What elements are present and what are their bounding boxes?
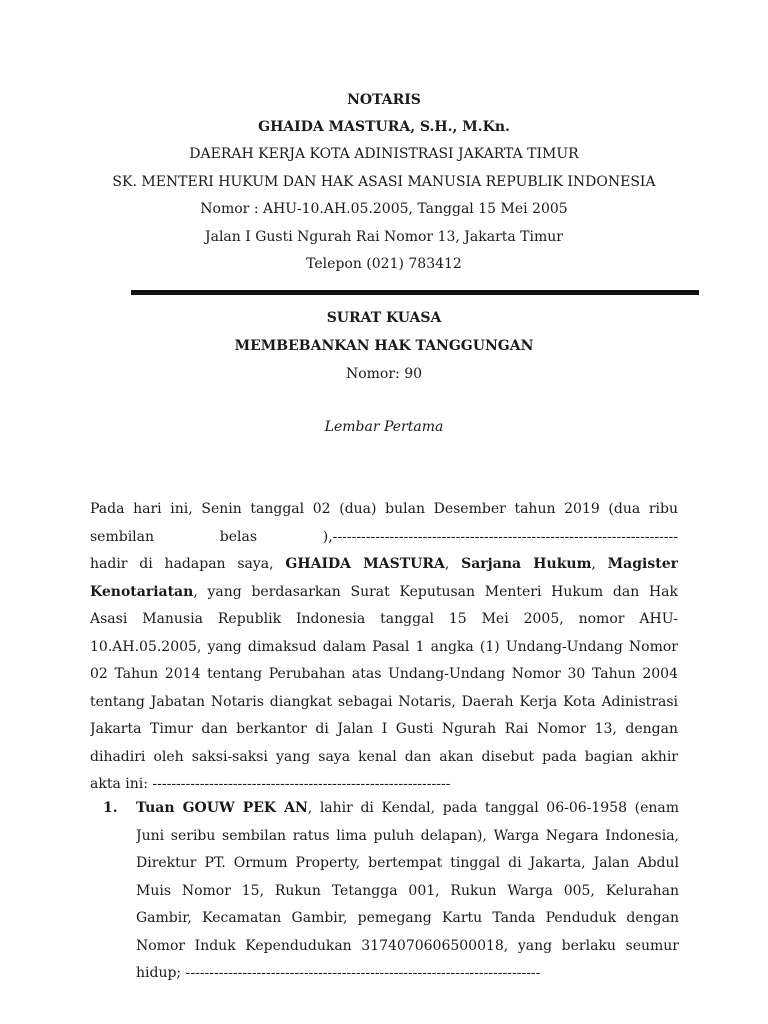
deed-title: SURAT KUASA — [326, 310, 442, 326]
party-line: Direktur PT. Ormum Property, bertempat tinggal di Jakarta, Jalan Abdul — [136, 855, 679, 871]
opening-line — [90, 551, 678, 579]
party-line: Muis Nomor 15, Rukun Tetangga 001, Rukun Warga 005, Kelurahan — [136, 882, 679, 899]
opening-line: 02 Tahun 2014 tentang Perubahan atas Undang-Undang Nomor 30 Tahun 2004 — [90, 666, 678, 682]
opening-line: Pada hari ini, Senin tanggal 02 (dua) bulan Desember tahun 2019 (dua ribu — [90, 501, 678, 517]
opening-text: , — [444, 556, 462, 572]
party-line: Gambir, Kecamatan Gambir, pemegang Kartu Tanda Penduduk dengan — [136, 910, 679, 926]
party-text — [136, 795, 679, 988]
notary-name-inline: GHAIDA MASTURA — [285, 556, 445, 572]
opening-line: akta ini: --------------------------------------------------------------- — [90, 776, 451, 792]
party-line — [136, 795, 679, 823]
opening-line: Jakarta Timur dan berkantor di Jalan I Gusti Ngurah Rai Nomor 13, dengan — [90, 721, 678, 737]
deed-number: Nomor: 90 — [345, 366, 423, 382]
notary-sk-number: Nomor : AHU-10.AH.05.2005, Tanggal 15 Mei 2005 — [200, 201, 568, 217]
degree-inline: Sarjana Hukum — [461, 556, 592, 572]
degree-inline: Kenotariatan — [90, 583, 194, 600]
deed-subtitle: MEMBEBANKAN HAK TANGGUNGAN — [234, 338, 534, 354]
notary-address: Jalan I Gusti Ngurah Rai Nomor 13, Jakarta Timur — [205, 229, 563, 245]
deed-sheet: Lembar Pertama — [324, 419, 444, 435]
opening-text: , — [591, 556, 608, 572]
header-divider — [131, 290, 699, 295]
degree-inline: Magister — [607, 556, 678, 572]
party-line: hidup; --------------------------------------------------------------------------- — [136, 965, 541, 981]
opening-line: tentang Jabatan Notaris diangkat sebagai Notaris, Daerah Kerja Kota Adinistrasi — [90, 693, 678, 710]
opening-line: Asasi Manusia Republik Indonesia tanggal 15 Mei 2005, nomor AHU- — [90, 611, 678, 627]
opening-line: 10.AH.05.2005, yang dimaksud dalam Pasal 1 angka (1) Undang-Undang Nomor — [90, 638, 678, 655]
notary-sk: SK. MENTERI HUKUM DAN HAK ASASI MANUSIA REPUBLIK INDONESIA — [112, 174, 656, 190]
opening-line — [90, 579, 678, 607]
opening-text: , yang berdasarkan Surat Keputusan Menteri Hukum dan Hak — [193, 583, 678, 600]
party-text-run: , lahir di Kendal, pada tanggal 06-06-1958 (enam — [307, 800, 679, 816]
party-name: Tuan GOUW PEK AN — [136, 800, 308, 816]
notary-area: DAERAH KERJA KOTA ADINISTRASI JAKARTA TIMUR — [189, 146, 579, 162]
opening-line: dihadiri oleh saksi-saksi yang saya kenal dan akan disebut pada bagian akhir — [90, 748, 678, 765]
opening-text: hadir di hadapan saya, — [90, 556, 286, 572]
notary-phone: Telepon (021) 783412 — [306, 256, 462, 272]
list-number: 1. — [103, 800, 118, 816]
party-line: Juni seribu sembilan ratus lima puluh delapan), Warga Negara Indonesia, — [136, 827, 679, 844]
notary-title: NOTARIS — [347, 92, 421, 108]
notary-name: GHAIDA MASTURA, S.H., M.Kn. — [258, 119, 510, 135]
party-line: Nomor Induk Kependudukan 3174070606500018, yang berlaku seumur — [136, 937, 679, 954]
opening-line: sembilan belas ),------------------------------------------------------------------------- — [90, 528, 678, 545]
opening-paragraph — [90, 496, 678, 799]
